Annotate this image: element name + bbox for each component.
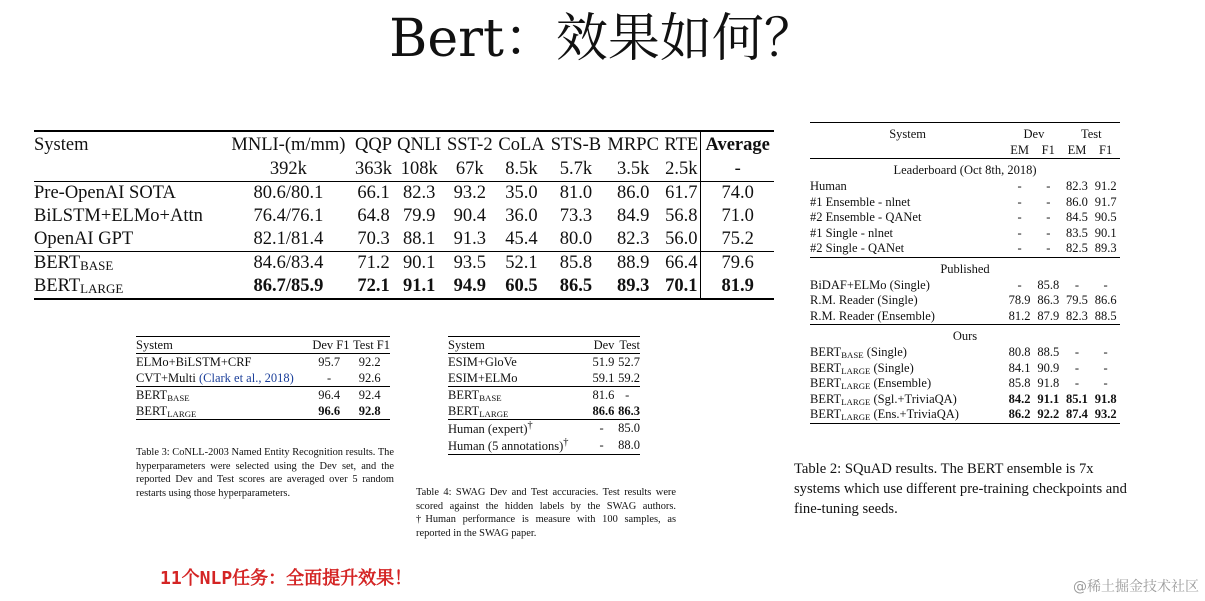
table-row: $BERT_{BASE}$ 96.4 92.4: [136, 387, 390, 404]
glue-results-table: [34, 130, 774, 300]
table-row: #1 Single - nlnet - - 83.5 90.1: [810, 225, 1117, 240]
table-row: $BERT_{LARGE}$ (Ensemble) 85.8 91.8 - -: [810, 376, 1108, 392]
table-row: Human (5 annotations)† - 88.0: [448, 437, 640, 454]
table-row: #2 Ensemble - QANet - - 84.5 90.5: [810, 210, 1117, 225]
table-row: ESIM+ELMo 59.1 59.2: [448, 370, 640, 385]
table-row: $BERT_{LARGE}$ (Ens.+TriviaQA) 86.2 92.2 87.4 93.2: [810, 407, 1120, 423]
citation-link[interactable]: (Clark et al., 2018): [198, 370, 294, 385]
squad-subheader-row: EM F1 EM F1: [1010, 142, 1113, 157]
glue-header-row: System MNLI-(m/mm) QQP QNLI SST-2 CoLA STS-B MRPC RTE Average: [34, 131, 774, 158]
table-row: BiLSTM+ELMo+Attn 76.4/76.1 64.8 79.9 90.4 36.0 73.3 84.9 56.8 71.0: [34, 205, 774, 228]
conll-results-table: [136, 336, 390, 420]
table-row: $BERT_{BASE}$ 81.6 -: [448, 387, 640, 404]
table-row: #2 Single - QANet - - 82.5 89.3: [810, 241, 1117, 256]
conll-header-row: System Dev F1 Test F1: [136, 337, 390, 352]
summary-note: 11个NLP任务：全面提升效果！: [160, 568, 413, 589]
squad-group-published: Published: [810, 257, 1120, 277]
table-row: $BERT_{LARGE}$ (Single) 84.1 90.9 - -: [810, 360, 1108, 376]
table-row: $BERT_{BASE}$ 84.6/83.4 71.2 90.1 93.5 52.1 85.8 88.9 66.4 79.6: [34, 252, 774, 276]
squad-caption: Table 2: SQuAD results. The BERT ensemble is 7x systems which use different pre-training checkpoints and fine-tuning seeds.: [794, 461, 1127, 517]
swag-results-table: [448, 336, 640, 455]
table-row: #1 Ensemble - nlnet - - 86.0 91.7: [810, 194, 1117, 209]
table-row: $BERT_{BASE}$ (Single) 80.8 88.5 - -: [810, 345, 1108, 361]
table-row: Pre-OpenAI SOTA 80.6/80.1 66.1 82.3 93.2 35.0 81.0 86.0 61.7 74.0: [34, 182, 774, 206]
table-row: ESIM+GloVe 51.9 52.7: [448, 354, 640, 369]
table-row: Human - - 82.3 91.2: [810, 179, 1117, 194]
squad-header-row: System Dev Test: [810, 123, 1120, 143]
table-row: $BERT_{LARGE}$ 86.6 86.3: [448, 403, 640, 419]
squad-results-table: [810, 122, 1120, 424]
table-row: BiDAF+ELMo (Single) - 85.8 - -: [810, 277, 1108, 292]
table-row: $BERT_{LARGE}$ 86.7/85.9 72.1 91.1 94.9 60.5 86.5 89.3 70.1 81.9: [34, 275, 774, 299]
glue-size-row: 392k 363k 108k 67k 8.5k 5.7k 3.5k 2.5k -: [34, 158, 774, 182]
table-row: $BERT_{LARGE}$ 96.6 92.8: [136, 403, 390, 420]
table-row: Human (expert)† - 85.0: [448, 420, 640, 437]
table-row: OpenAI GPT 82.1/81.4 70.3 88.1 91.3 45.4 80.0 82.3 56.0 75.2: [34, 228, 774, 252]
table-row: CVT+Multi (Clark et al., 2018) - 92.6: [136, 370, 381, 385]
squad-group-leaderboard: Leaderboard (Oct 8th, 2018): [810, 159, 1120, 179]
swag-header-row: System Dev Test: [448, 337, 640, 352]
table-row: ELMo+BiLSTM+CRF 95.7 92.2: [136, 354, 390, 371]
swag-caption: Table 4: SWAG Dev and Test accuracies. Test results were scored against the hidden labels by the SWAG authors. †Human performance is measure with 100 samples, as reported in the SWAG paper.: [416, 487, 676, 539]
slide-title: Bert：效果如何？: [389, 9, 816, 69]
table-row: R.M. Reader (Single) 78.9 86.3 79.5 86.6: [810, 293, 1117, 308]
table-row: R.M. Reader (Ensemble) 81.2 87.9 82.3 88.5: [810, 308, 1117, 323]
squad-group-ours: Ours: [810, 325, 1120, 345]
table-row: $BERT_{LARGE}$ (Sgl.+TriviaQA) 84.2 91.1 85.1 91.8: [810, 391, 1117, 407]
conll-caption: Table 3: CoNLL-2003 Named Entity Recognition results. The hyperparameters were selected using the Dev set, and the reported Dev and Test scores are averaged over 5 random restarts using those hyperparameters.: [136, 447, 394, 499]
watermark: @稀土掘金技术社区: [1073, 579, 1199, 595]
